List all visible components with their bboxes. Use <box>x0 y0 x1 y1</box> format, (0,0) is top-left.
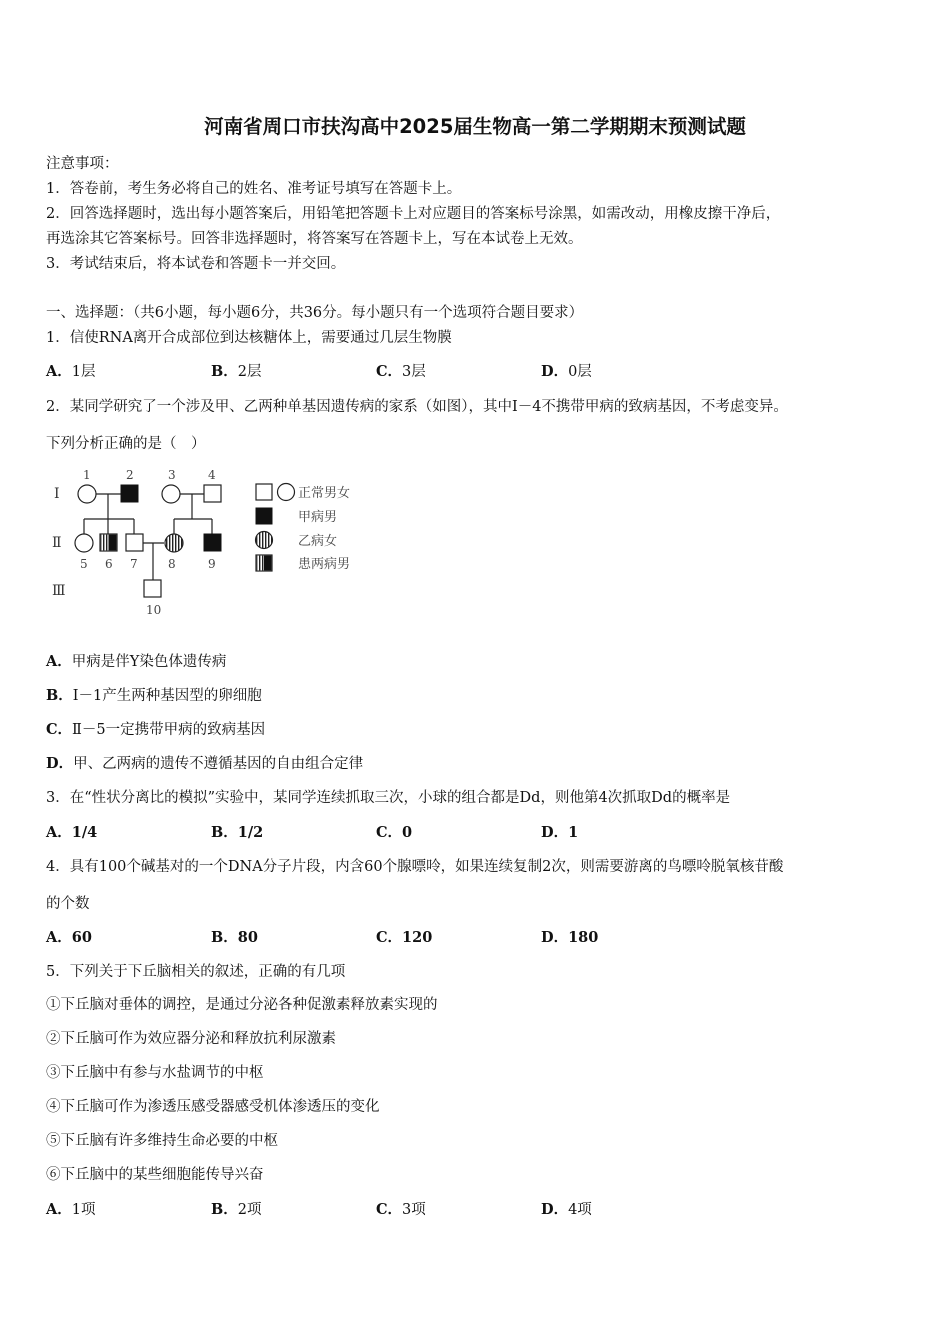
ind-num-10: 10 <box>146 603 162 617</box>
option-text: 1 <box>568 824 579 841</box>
option-key: B． <box>211 929 238 946</box>
individual-8-affected-female-b <box>165 534 183 552</box>
ind-num-7: 7 <box>130 557 138 571</box>
legend-disease-b-female: 乙病女 <box>298 534 338 549</box>
gen-label-1: Ⅰ <box>54 486 60 502</box>
legend-normal: 正常男女 <box>298 486 351 501</box>
option-text: 3项 <box>402 1202 426 1218</box>
q5-statement-2: ②下丘脑可作为效应器分泌和释放抗利尿激素 <box>46 1031 336 1047</box>
individual-5-normal-female <box>75 534 93 552</box>
individual-9-affected-male-a <box>204 534 221 551</box>
notice-item-2: 2．回答选择题时，选出每小题答案后，用铅笔把答题卡上对应题目的答案标号涂黑，如需改动，用橡皮擦干净后， <box>46 206 781 222</box>
q5-statement-4: ④下丘脑可作为渗透压感受器感受机体渗透压的变化 <box>46 1099 380 1115</box>
legend-disease-a-male-symbol <box>256 508 272 524</box>
pedigree-diagram <box>40 462 370 622</box>
option-text: 1层 <box>71 364 96 380</box>
option-key: D． <box>541 1201 569 1218</box>
option-key: A． <box>46 824 72 841</box>
page-title: 河南省周口市扶沟高中2025届生物高一第二学期期末预测试题 <box>204 115 746 138</box>
option-text: 2层 <box>237 364 262 380</box>
notice-heading: 注意事项： <box>46 156 119 172</box>
gen-label-3: Ⅲ <box>52 583 66 599</box>
option-key: C． <box>376 363 403 380</box>
option-text: 1项 <box>71 1202 96 1218</box>
option-text: 2项 <box>237 1202 262 1218</box>
option-key: C． <box>376 824 403 841</box>
notice-item-1: 1．答卷前，考生务必将自己的姓名、准考证号填写在答题卡上。 <box>46 181 462 197</box>
ind-num-1: 1 <box>83 468 91 482</box>
option-text: 0层 <box>568 364 592 380</box>
option-text: 180 <box>568 929 599 946</box>
q5-option-a[interactable] <box>46 1198 96 1219</box>
ind-num-6: 6 <box>105 557 113 571</box>
legend-normal-male-symbol <box>256 484 272 500</box>
q3-stem: 3．在“性状分离比的模拟”实验中，某同学连续抓取三次，小球的组合都是Dd，则他第4次抓取Dd的概率是 <box>46 790 731 806</box>
option-text: Ⅱ－5一定携带甲病的致病基因 <box>72 722 266 738</box>
ind-num-2: 2 <box>126 468 134 482</box>
notice-item-2-cont: 再选涂其它答案标号。回答非选择题时，将答案写在答题卡上，写在本试卷上无效。 <box>46 231 583 247</box>
q5-statement-3: ③下丘脑中有参与水盐调节的中枢 <box>46 1065 264 1081</box>
q3-option-a[interactable] <box>46 821 97 842</box>
q4-option-c[interactable] <box>376 926 432 947</box>
ind-num-9: 9 <box>208 557 216 571</box>
individual-10-normal-male <box>144 580 161 597</box>
option-key: A． <box>46 363 72 380</box>
q5-stem: 5．下列关于下丘脑相关的叙述，正确的有几项 <box>46 964 346 980</box>
q1-option-a[interactable] <box>46 360 96 381</box>
ind-num-8: 8 <box>168 557 176 571</box>
ind-num-5: 5 <box>80 557 88 571</box>
option-text: 3层 <box>402 364 426 380</box>
legend-both-diseases-male-symbol <box>256 555 272 571</box>
legend-both-diseases-male: 患两病男 <box>298 557 351 572</box>
q2-option-c[interactable] <box>46 718 265 739</box>
q2-stem: 2．某同学研究了一个涉及甲、乙两种单基因遗传病的家系（如图），其中Ⅰ－4不携带甲病的致病基因，不考虑变异。 <box>46 399 788 415</box>
ind-num-3: 3 <box>168 468 176 482</box>
notice-item-3: 3．考试结束后，将本试卷和答题卡一并交回。 <box>46 256 346 272</box>
option-key: D． <box>541 929 569 946</box>
q4-option-d[interactable] <box>541 926 598 947</box>
q2-option-d[interactable] <box>46 752 363 773</box>
q1-option-c[interactable] <box>376 360 426 381</box>
q4-stem-cont: 的个数 <box>46 896 90 912</box>
option-key: B． <box>46 687 73 704</box>
q1-stem: 1．信使RNA离开合成部位到达核糖体上，需要通过几层生物膜 <box>46 330 452 346</box>
option-text: 1/4 <box>71 824 98 841</box>
option-text: 甲病是伴Y染色体遗传病 <box>71 654 227 670</box>
option-text: Ⅰ－1产生两种基因型的卵细胞 <box>72 688 262 704</box>
q5-option-c[interactable] <box>376 1198 426 1219</box>
legend-normal-female-symbol <box>278 484 295 501</box>
q5-statement-6: ⑥下丘脑中的某些细胞能传导兴奋 <box>46 1167 264 1183</box>
q3-option-d[interactable] <box>541 821 578 842</box>
option-key: D． <box>541 824 569 841</box>
legend-disease-a-male: 甲病男 <box>298 510 338 525</box>
gen-label-2: Ⅱ <box>52 535 62 551</box>
individual-3-normal-female <box>162 485 180 503</box>
q2-stem-cont: 下列分析正确的是（ ） <box>46 436 206 452</box>
q4-stem: 4．具有100个碱基对的一个DNA分子片段，内含60个腺嘌呤，如果连续复制2次，则需要游离的鸟嘌呤脱氧核苷酸 <box>46 859 784 875</box>
ind-num-4: 4 <box>208 468 216 482</box>
legend-disease-b-female-symbol <box>256 532 273 549</box>
option-text: 120 <box>402 929 433 946</box>
option-text: 60 <box>71 929 92 946</box>
q2-option-a[interactable] <box>46 650 226 671</box>
q3-option-c[interactable] <box>376 821 412 842</box>
option-key: A． <box>46 1201 72 1218</box>
option-key: D． <box>46 755 74 772</box>
option-text: 0 <box>402 824 413 841</box>
q4-option-b[interactable] <box>211 926 258 947</box>
option-key: C． <box>376 929 403 946</box>
individual-7-normal-male <box>126 534 143 551</box>
option-key: C． <box>46 721 73 738</box>
q5-statement-1: ①下丘脑对垂体的调控，是通过分泌各种促激素释放素实现的 <box>46 997 438 1013</box>
individual-1-normal-female <box>78 485 96 503</box>
section-heading: 一、选择题：（共6小题，每小题6分，共36分。每小题只有一个选项符合题目要求） <box>46 305 584 321</box>
q5-option-b[interactable] <box>211 1198 262 1219</box>
option-key: B． <box>211 363 238 380</box>
option-key: B． <box>211 824 238 841</box>
option-text: 80 <box>237 929 258 946</box>
q1-option-b[interactable] <box>211 360 262 381</box>
individual-4-normal-male <box>204 485 221 502</box>
option-key: A． <box>46 929 72 946</box>
option-key: D． <box>541 363 569 380</box>
individual-6-both-diseases-male <box>100 534 117 551</box>
individual-2-affected-male-a <box>121 485 138 502</box>
option-text: 甲、乙两病的遗传不遵循基因的自由组合定律 <box>73 756 364 772</box>
q2-option-b[interactable] <box>46 684 262 705</box>
option-key: A． <box>46 653 72 670</box>
option-text: 4项 <box>568 1202 592 1218</box>
q1-option-d[interactable] <box>541 360 592 381</box>
q3-option-b[interactable] <box>211 821 263 842</box>
q5-option-d[interactable] <box>541 1198 592 1219</box>
option-key: C． <box>376 1201 403 1218</box>
option-text: 1/2 <box>237 824 264 841</box>
q5-statement-5: ⑤下丘脑有许多维持生命必要的中枢 <box>46 1133 278 1149</box>
q4-option-a[interactable] <box>46 926 92 947</box>
option-key: B． <box>211 1201 238 1218</box>
